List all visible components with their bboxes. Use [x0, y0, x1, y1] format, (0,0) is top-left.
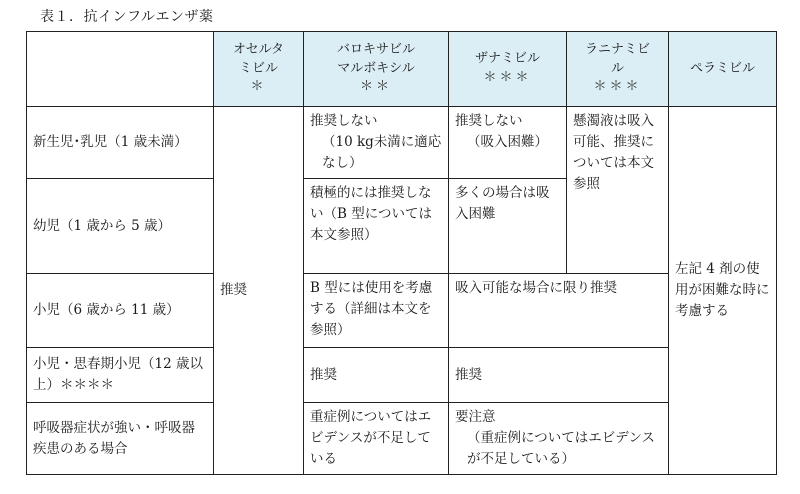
cell-inhaled-respiratory: [449, 403, 669, 475]
header-oseltamivir: [214, 32, 304, 107]
header-row: [27, 32, 777, 107]
header-blank-cell: [27, 32, 214, 107]
header-zanamivir-mark: ＊＊＊: [483, 70, 532, 85]
cell-baloxavir-respiratory: 重症例についてはエビデンスが不足している: [304, 403, 449, 475]
table-row: [27, 274, 777, 348]
cell-zanamivir-toddler: 多くの場合は吸入困難: [449, 179, 567, 274]
cell-zanamivir-infant-line1: 推奨しない: [455, 113, 523, 129]
cell-baloxavir-infant-line2: （10 kg未満に適応なし）: [322, 133, 442, 171]
row-label-respiratory: 呼吸器症状が強い・呼吸器疾患のある場合: [27, 403, 214, 475]
table-row: [27, 348, 777, 403]
table-row: [27, 403, 777, 475]
header-peramivir-line1: ペラミビル: [689, 60, 755, 76]
cell-zanamivir-infant-line2: （吸入困難）: [467, 133, 548, 150]
cell-laninamivir-infant-toddler: 懸濁液は吸入可能、推奨については本文参照: [567, 107, 669, 274]
header-laninamivir: [567, 32, 669, 107]
header-zanamivir-line1: ザナミビル: [474, 51, 540, 67]
header-oseltamivir-line2: ミビル: [238, 60, 278, 76]
cell-inhaled-adolescent: 推奨: [449, 348, 669, 403]
header-zanamivir: [449, 32, 567, 107]
table-row: [27, 107, 777, 179]
header-laninamivir-line2: ル: [610, 60, 624, 76]
cell-oseltamivir-all: 推奨: [214, 107, 304, 475]
cell-baloxavir-adolescent: 推奨: [304, 348, 449, 403]
cell-baloxavir-infant-line1: 推奨しない: [310, 113, 378, 129]
cell-baloxavir-child: B 型には使用を考慮する（詳細は本文を参照）: [304, 274, 449, 348]
header-baloxavir-line1: バロキサビル: [336, 41, 415, 57]
cell-inhaled-respiratory-line2: （重症例についてはエビデンスが不足している）: [467, 429, 656, 467]
cell-zanamivir-infant: [449, 107, 567, 179]
row-label-infant: 新生児･乳児（1 歳未満）: [27, 107, 214, 179]
header-laninamivir-line1: ラニナミビ: [584, 41, 650, 57]
header-baloxavir: [304, 32, 449, 107]
cell-peramivir-all: 左記 4 剤の使用が困難な時に考慮する: [669, 107, 777, 475]
table-caption: 表１．抗インフルエンザ薬: [40, 9, 214, 25]
header-baloxavir-mark: ＊＊: [359, 79, 392, 95]
row-label-toddler: 幼児（1 歳から 5 歳）: [27, 179, 214, 274]
cell-baloxavir-toddler: 積極的には推奨しない（B 型については本文参照）: [304, 179, 449, 274]
cell-inhaled-respiratory-line1: 要注意: [455, 409, 496, 425]
header-laninamivir-mark: ＊＊＊: [593, 79, 642, 95]
header-oseltamivir-mark: ＊: [250, 79, 267, 95]
row-label-child: 小児（6 歳から 11 歳）: [27, 274, 214, 348]
cell-inhaled-child: 吸入可能な場合に限り推奨: [449, 274, 669, 348]
cell-baloxavir-infant: [304, 107, 449, 179]
antiviral-drug-table: [26, 31, 777, 475]
header-baloxavir-line2: マルボキシル: [337, 60, 415, 76]
header-oseltamivir-line1: オセルタ: [232, 41, 285, 57]
row-label-adolescent: 小児・思春期小児（12 歳以上）＊＊＊＊: [27, 348, 214, 403]
header-peramivir: [669, 32, 777, 107]
